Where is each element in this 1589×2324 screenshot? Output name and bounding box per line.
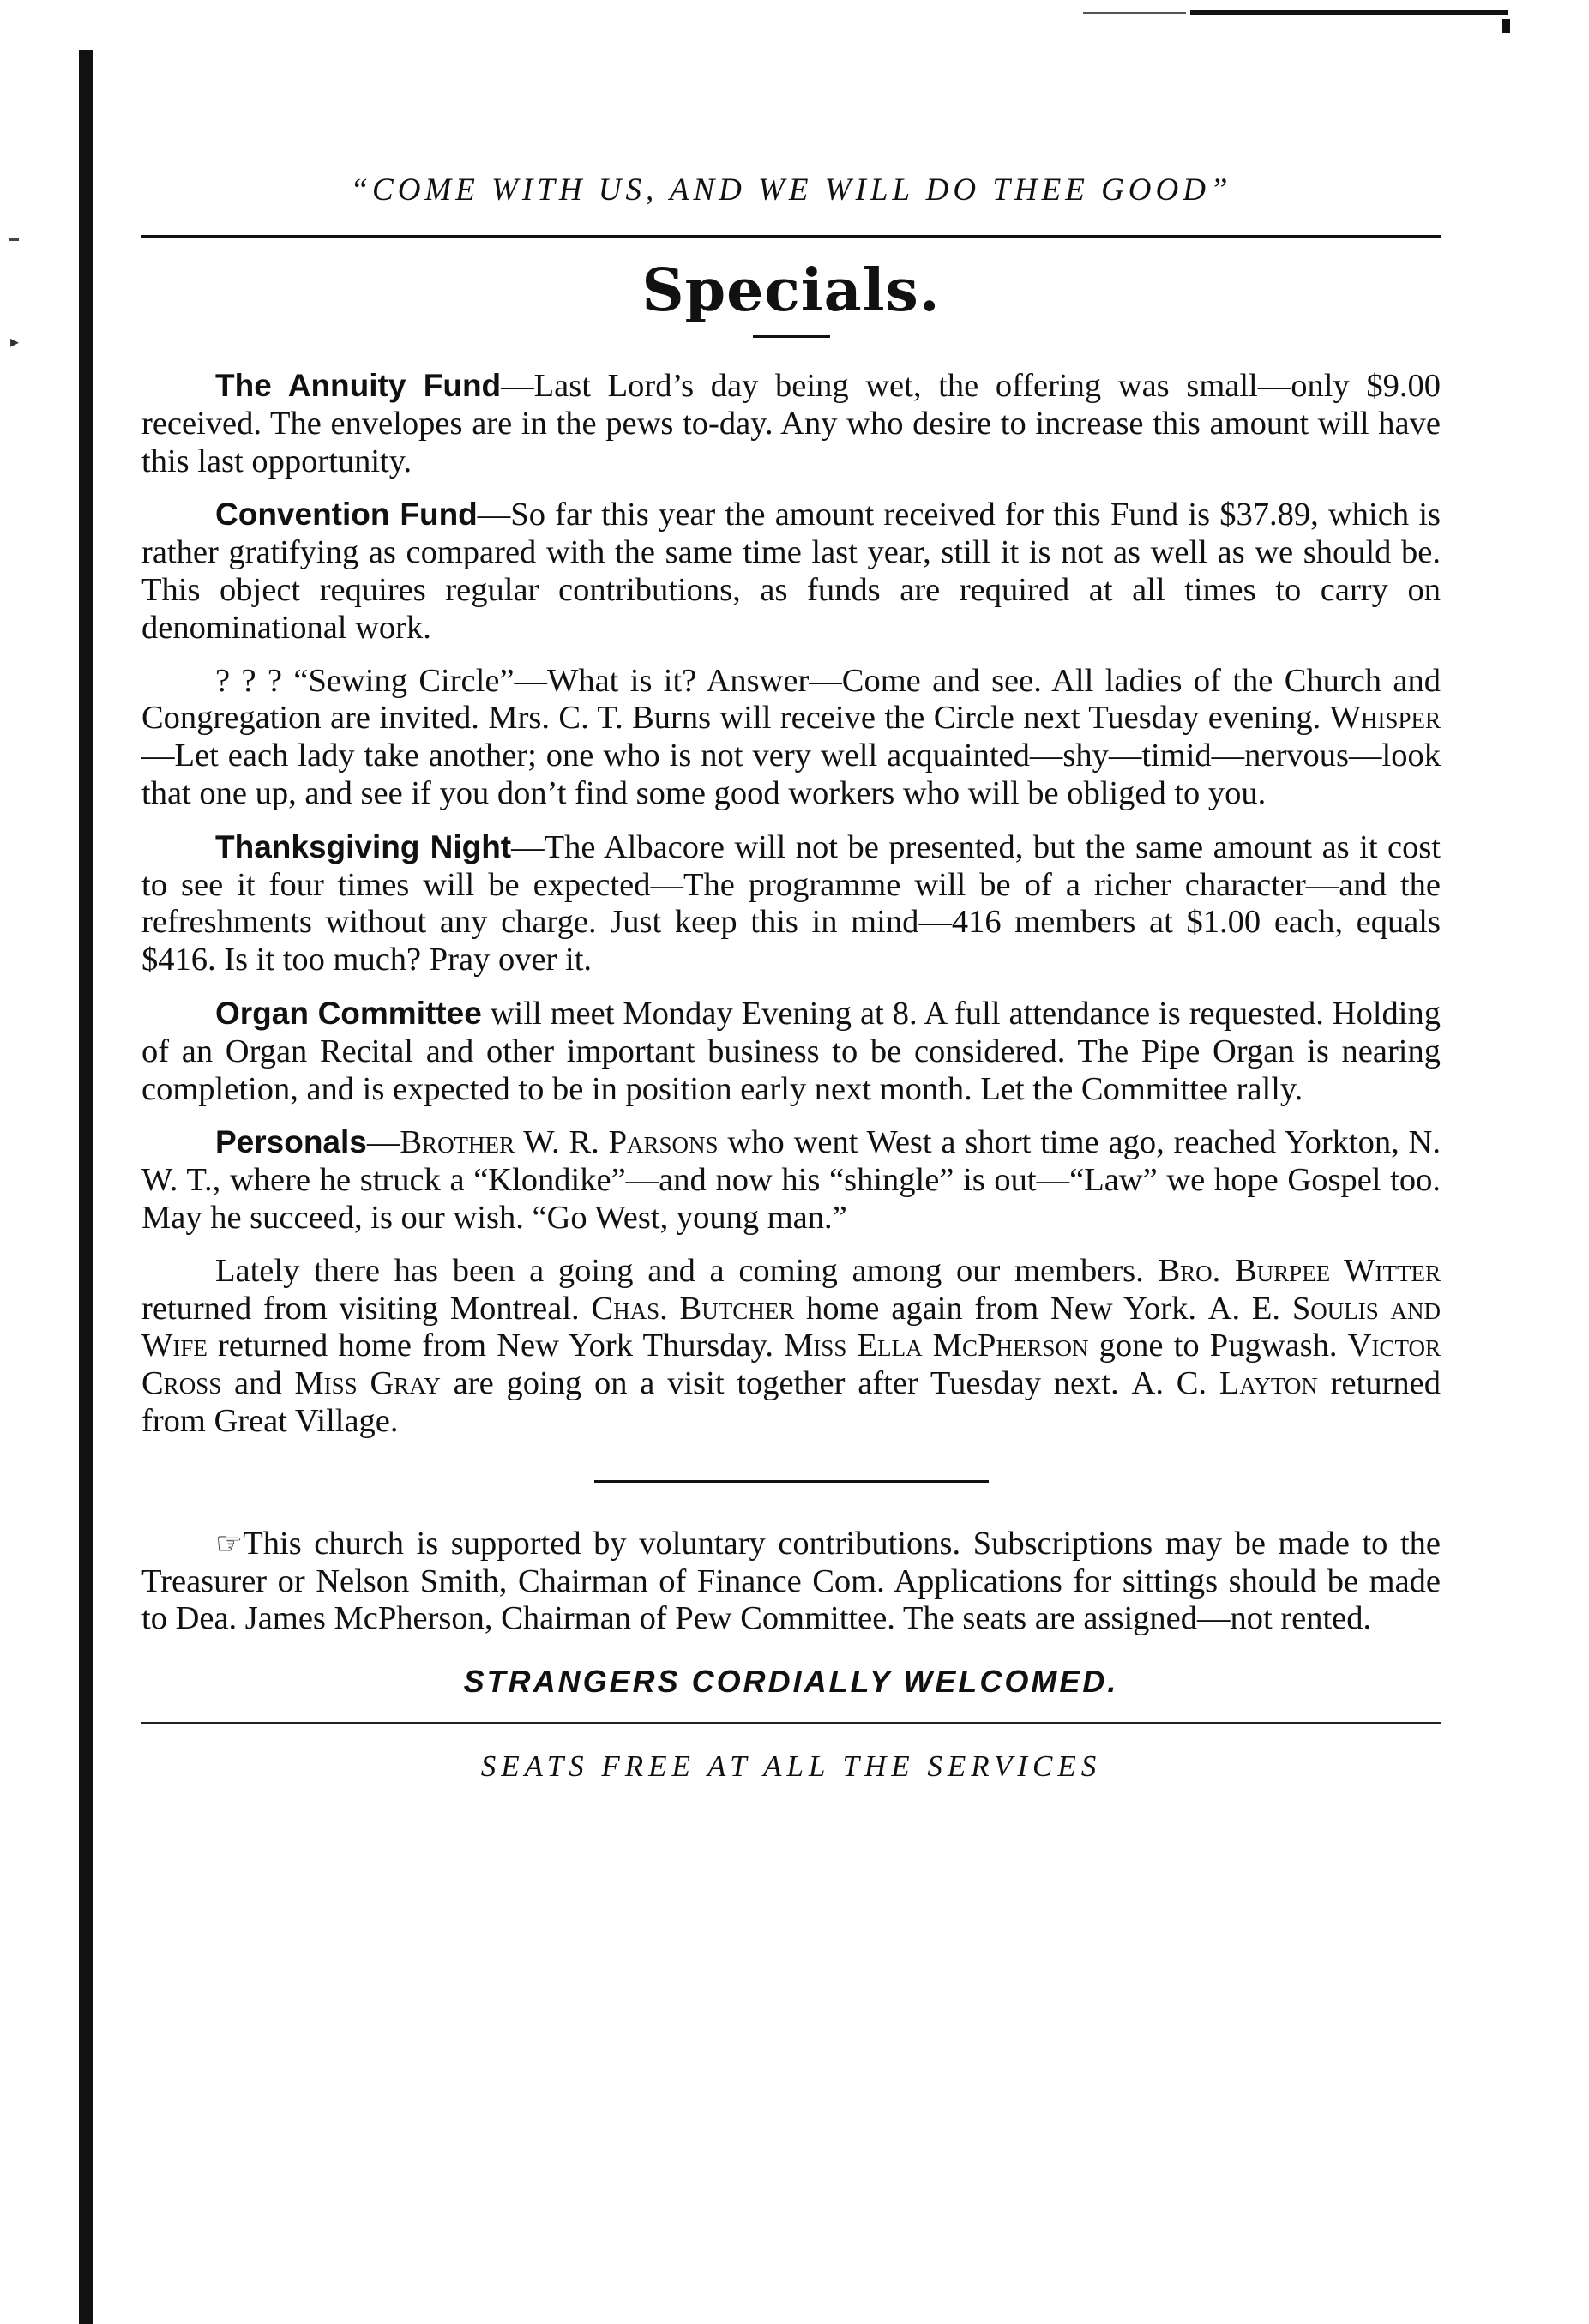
paragraph-text: ? ? ? “Sewing Circle”—What is it? Answer—Come and see. All ladies of the Church and Congregation are invited. Mrs. C. T. Burns will receive the Circle next Tuesday evening. — [141, 662, 1441, 737]
paragraph-lead: Personals — [215, 1124, 367, 1160]
person-name: A. C. Layton — [1131, 1365, 1318, 1402]
top-edge-bar — [1190, 10, 1508, 15]
title-underline — [753, 335, 830, 338]
segment: returned from visiting Montreal. — [141, 1290, 592, 1327]
segment: and — [221, 1365, 295, 1402]
comings-goings-paragraph — [141, 1253, 1441, 1441]
paragraph-lead: Convention Fund — [215, 497, 478, 533]
whisper-label: Whisper — [1329, 700, 1441, 737]
segment: home again from New York. — [794, 1290, 1208, 1327]
person-name: Brother W. R. Parsons — [400, 1124, 719, 1161]
convention-fund-paragraph — [141, 496, 1441, 647]
top-edge-line — [1083, 12, 1186, 14]
paragraph-text: —Last Lord’s day being wet, the offering was small—only $9.00 received. The envelopes are in the pews to-day. Any who desire to increase this amount will have this last opportunity. — [141, 368, 1441, 479]
paragraph-text: will meet Monday Evening at 8. A full attendance is requested. Holding of an Organ Recital and other important business to be considered. The Pipe Organ is nearing completion, and is expected to be in position early next month. Let the Committee rally. — [141, 995, 1441, 1107]
page-title: Specials. — [641, 256, 941, 325]
paragraph-text: who went West a short time ago, reached Yorkton, N. W. T., where he struck a “Klondike”—and now his “shingle” is out—“Law” we hope Gospel too. May he succeed, is our wish. “Go West, young man.” — [141, 1124, 1441, 1236]
paragraph-lead: Organ Committee — [215, 995, 482, 1031]
annuity-fund-paragraph — [141, 367, 1441, 480]
segment: returned from Great Village. — [141, 1365, 1441, 1439]
segment: gone to Pugwash. — [1088, 1328, 1348, 1364]
support-notice — [141, 1526, 1441, 1638]
thanksgiving-night-paragraph — [141, 828, 1441, 979]
margin-arrow-icon: ▸ — [10, 331, 20, 352]
paragraph-text: — — [366, 1124, 400, 1161]
welcome-line: STRANGERS CORDIALLY WELCOMED. — [463, 1664, 1119, 1700]
paragraph-text: —So far this year the amount received for this Fund is $37.89, which is rather gratifying as compared with the same time last year, still it is not as well as we should be. This object requires regular contributions, as funds are required at all times to carry on denominational work. — [141, 497, 1442, 646]
header-motto: “COME WITH US, AND WE WILL DO THEE GOOD” — [350, 172, 1232, 208]
paragraph-lead: The Annuity Fund — [215, 368, 502, 403]
person-name: Miss Ella McPherson — [784, 1328, 1089, 1364]
person-name: A. E. Soulis and Wife — [141, 1290, 1441, 1364]
person-name: Bro. Burpee Witter — [1158, 1252, 1442, 1289]
sewing-circle-paragraph — [141, 663, 1441, 813]
paragraph-lead: Thanksgiving Night — [215, 828, 512, 864]
organ-committee-paragraph — [141, 995, 1441, 1108]
margin-tick — [9, 238, 19, 241]
segment: Lately there has been a going and a coming among our members. — [215, 1252, 1159, 1289]
binding-edge — [79, 50, 93, 2324]
section-divider — [594, 1480, 989, 1483]
person-name: Miss Gray — [294, 1365, 441, 1402]
paragraph-text: —The Albacore will not be presented, but the same amount as it cost to see it four times will be expected—The programme will be of a richer character—and the refreshments without any charge. Just keep this in mind—416 members at $1.00 each, equals $416. Is it too much? Pray over it. — [141, 828, 1442, 978]
segment: are going on a visit together after Tuesday next. — [440, 1365, 1132, 1402]
footer-rule — [141, 1722, 1441, 1724]
person-name: Victor Cross — [141, 1328, 1441, 1402]
header-rule — [141, 235, 1441, 238]
segment: returned home from New York Thursday. — [207, 1328, 785, 1364]
person-name: Chas. Butcher — [591, 1290, 795, 1327]
pointing-hand-icon: ☞ — [215, 1526, 244, 1562]
personals-paragraph — [141, 1123, 1441, 1237]
notice-text: This church is supported by voluntary contributions. Subscriptions may be made to the Treasurer or Nelson Smith, Chairman of Finance Com. Applications for sittings should be made to Dea. James McPherson, Chairman of Pew Committee. The seats are assigned—not rented. — [141, 1525, 1441, 1637]
page-content — [141, 172, 1441, 1784]
corner-mark — [1502, 19, 1510, 33]
footer-motto: SEATS FREE AT ALL THE SERVICES — [480, 1749, 1102, 1784]
paragraph-text: —Let each lady take another; one who is not very well acquainted—shy—timid—nervous—look that one up, and see if you don’t find some good workers who will be obliged to you. — [141, 738, 1441, 811]
